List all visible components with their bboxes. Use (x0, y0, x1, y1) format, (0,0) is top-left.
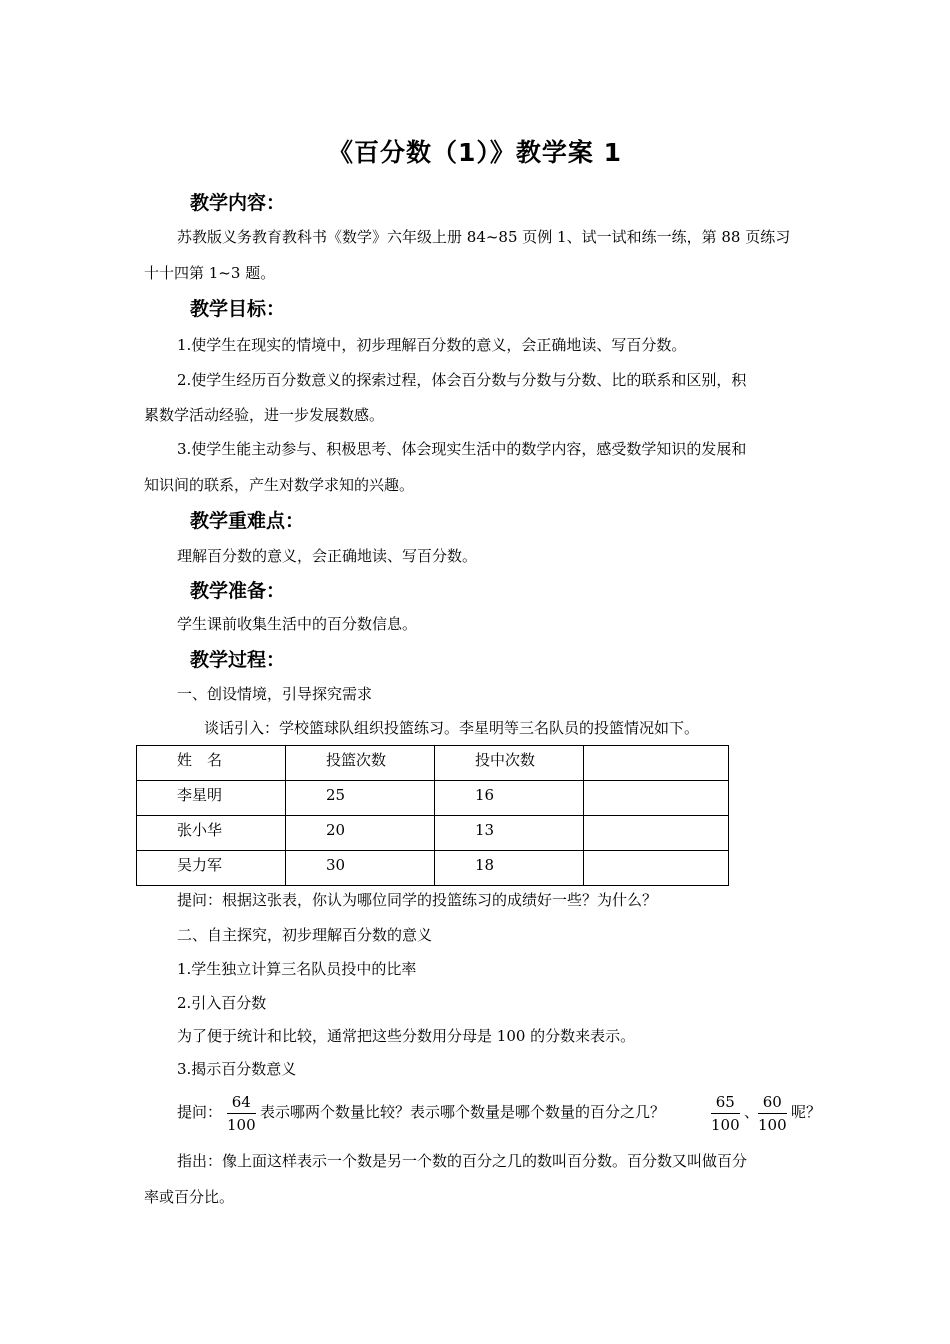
document-title: 《百分数（1）》教学案 1 (328, 138, 622, 167)
table-row (137, 781, 729, 816)
table-header-cell: 投中次数 (435, 746, 584, 781)
table-row (137, 851, 729, 886)
heading-process: 教学过程： (190, 649, 286, 671)
fraction-denominator: 100 (711, 1116, 740, 1134)
table-row (137, 816, 729, 851)
question-2-suffix: 呢？ (791, 1103, 822, 1121)
table-cell: 25 (286, 781, 435, 816)
fraction-64-100 (227, 1093, 256, 1134)
table-cell (584, 851, 729, 886)
table-header-cell (584, 746, 729, 781)
table-cell: 18 (435, 851, 584, 886)
content-line-1: 苏教版义务教育教科书《数学》六年级上册 84~85 页例 1、试一试和练一练，第 88 页练习 (177, 228, 791, 246)
fraction-denominator: 100 (758, 1116, 787, 1134)
preparation-text: 学生课前收集生活中的百分数信息。 (177, 615, 418, 633)
question-2-prefix: 提问： (177, 1103, 223, 1121)
fraction-numerator: 65 (711, 1093, 740, 1114)
point-line-2: 率或百分比。 (144, 1188, 235, 1206)
table-cell: 李星明 (137, 781, 286, 816)
table-header-cell: 姓 名 (137, 746, 286, 781)
table-header-row (137, 746, 729, 781)
table-cell: 张小华 (137, 816, 286, 851)
goal-2-line-2: 累数学活动经验，进一步发展数感。 (144, 406, 385, 424)
heading-content: 教学内容： (190, 192, 286, 214)
table-cell: 20 (286, 816, 435, 851)
shooting-table (136, 745, 729, 886)
sub-step-2-text: 为了便于统计和比较，通常把这些分数用分母是 100 的分数来表示。 (177, 1027, 636, 1045)
heading-preparation: 教学准备： (190, 580, 286, 602)
fraction-numerator: 60 (758, 1093, 787, 1114)
goal-2-line-1: 2.使学生经历百分数意义的探索过程，体会百分数与分数与分数、比的联系和区别，积 (177, 371, 747, 389)
key-points-text: 理解百分数的意义，会正确地读、写百分数。 (177, 547, 478, 565)
question-1: 提问：根据这张表，你认为哪位同学的投篮练习的成绩好一些？为什么？ (177, 891, 658, 909)
table-header-cell: 投篮次数 (286, 746, 435, 781)
content-line-2: 十十四第 1~3 题。 (144, 264, 276, 282)
goal-1: 1.使学生在现实的情境中，初步理解百分数的意义，会正确地读、写百分数。 (177, 336, 687, 354)
intro-text: 谈话引入：学校篮球队组织投篮练习。李星明等三名队员的投篮情况如下。 (204, 719, 700, 737)
table-cell (584, 781, 729, 816)
heading-key-points: 教学重难点： (190, 510, 305, 532)
table-cell: 13 (435, 816, 584, 851)
fraction-numerator: 64 (227, 1093, 256, 1114)
table-cell: 30 (286, 851, 435, 886)
step-2: 二、自主探究，初步理解百分数的意义 (177, 926, 433, 944)
goal-3-line-2: 知识间的联系，产生对数学求知的兴趣。 (144, 476, 415, 494)
fraction-60-100 (758, 1093, 787, 1134)
question-2-middle: 表示哪两个数量比较？表示哪个数量是哪个数量的百分之几？ (260, 1103, 666, 1121)
question-2-separator: 、 (744, 1103, 760, 1121)
table-cell (584, 816, 729, 851)
sub-step-3: 3.揭示百分数意义 (177, 1060, 297, 1078)
goal-3-line-1: 3.使学生能主动参与、积极思考、体会现实生活中的数学内容，感受数学知识的发展和 (177, 440, 747, 458)
heading-goals: 教学目标： (190, 298, 286, 320)
sub-step-2: 2.引入百分数 (177, 994, 267, 1012)
step-1: 一、创设情境，引导探究需求 (177, 685, 373, 703)
sub-step-1: 1.学生独立计算三名队员投中的比率 (177, 960, 417, 978)
point-line-1: 指出：像上面这样表示一个数是另一个数的百分之几的数叫百分数。百分数又叫做百分 (177, 1152, 748, 1170)
table-cell: 16 (435, 781, 584, 816)
table-cell: 吴力军 (137, 851, 286, 886)
fraction-65-100 (711, 1093, 740, 1134)
fraction-denominator: 100 (227, 1116, 256, 1134)
